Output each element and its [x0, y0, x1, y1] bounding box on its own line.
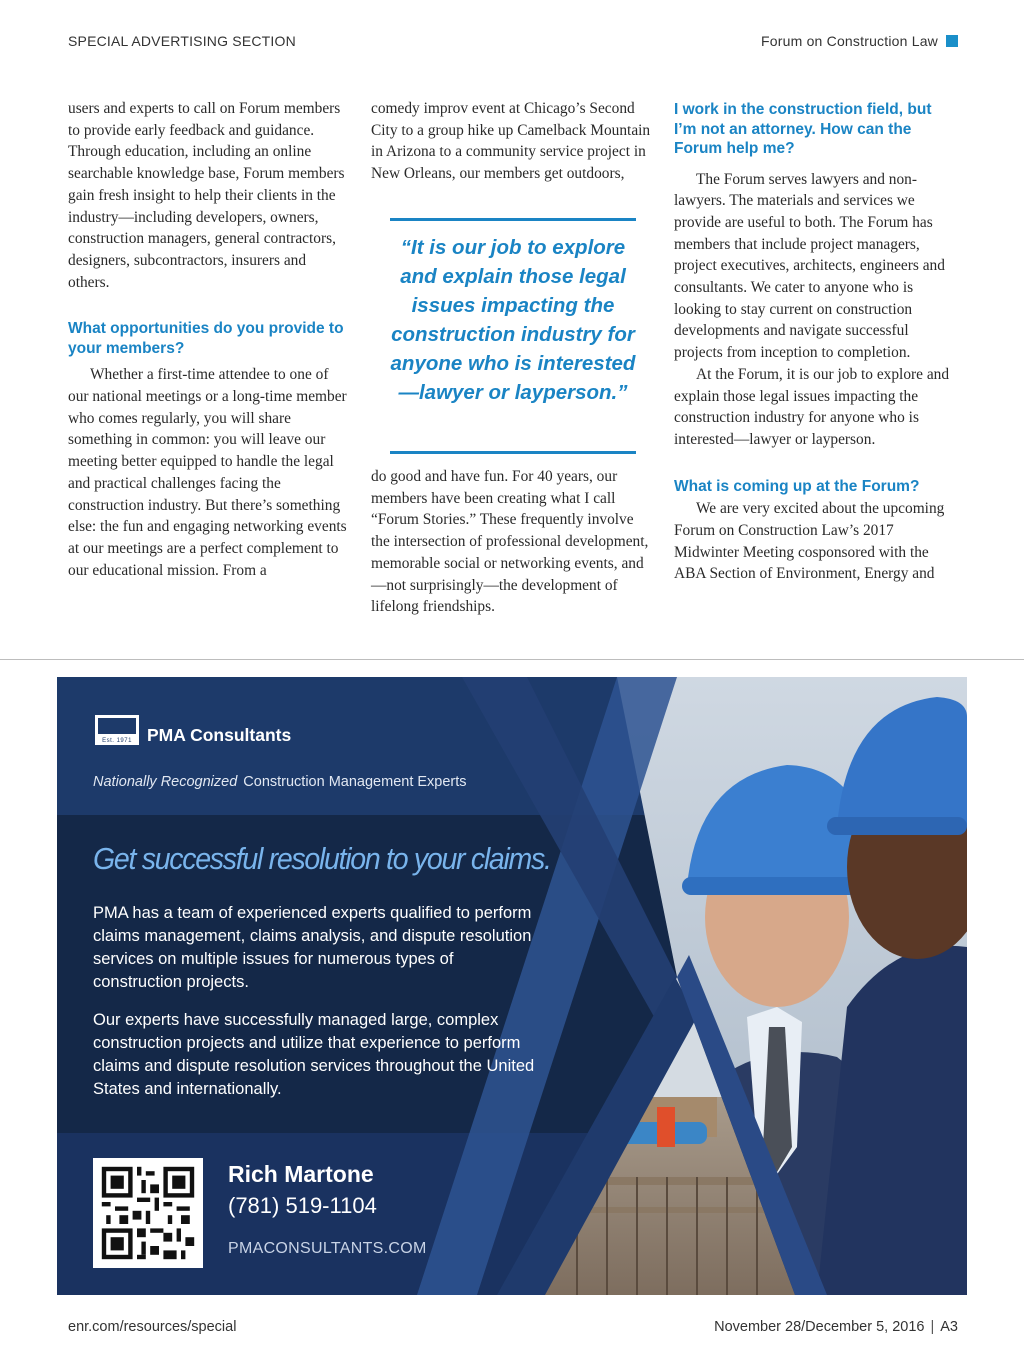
publication-label	[761, 33, 958, 49]
article-paragraph: The Forum serves lawyers and non-lawyers. The materials and services we provide are useful to both. The Forum has members that include project managers, project executives, architects, engineers and consultants. We cater to anyone who is looking to stay current on construction developments and navigate successful projects from inception to completion.	[674, 170, 945, 362]
section-divider	[0, 659, 1024, 660]
square-icon	[946, 35, 958, 47]
article-column-2	[371, 98, 651, 185]
ad-headline: Get successful resolution to your claims.	[93, 841, 551, 876]
article-paragraph: At the Forum, it is our job to explore and explain those legal issues impacting the construction industry for anyone who is interested—lawyer or layperson.	[674, 365, 950, 448]
footer-url[interactable]: enr.com/resources/special	[68, 1319, 237, 1335]
article-column-3	[674, 98, 958, 585]
article-column-2-continued	[371, 466, 653, 618]
issue-date: November 28/December 5, 2016	[714, 1319, 925, 1335]
ad-paragraph: PMA has a team of experienced experts qualified to perform claims management, claims analysis, and dispute resolution services on multiple issues for numerous types of construction projects.	[93, 904, 532, 991]
question-heading: What opportunities do you provide to your members?	[68, 320, 344, 357]
website-link[interactable]: PMACONSULTANTS.COM	[228, 1240, 427, 1257]
contact-name: Rich Martone	[228, 1161, 374, 1187]
section-label: SPECIAL ADVERTISING SECTION	[68, 33, 296, 49]
pull-quote	[390, 218, 636, 454]
tagline-emphasis: Nationally Recognized	[93, 774, 238, 790]
article-paragraph: Whether a first-time attendee to one of our national meetings or a long-time member who comes regularly, you will share something in common: you will leave our meeting better equipped to handle the legal and practical challenges facing the construction industry. But there’s something else: the fun and engaging networking events at our meetings are a perfect complement to our educational mission. From a	[68, 366, 347, 579]
article-paragraph: do good and have fun. For 40 years, our members have been creating what I call “Forum Stories.” These frequently involve the intersection of professional development, memorable social or networking events, and—not surprisingly—the development of lifelong friendships.	[371, 468, 649, 616]
article-paragraph: comedy improv event at Chicago’s Second City to a group hike up Camelback Mountain in Arizona to a community service project in New Orleans, our members get outdoors,	[371, 100, 651, 183]
logo-est: Est. 1971	[102, 738, 132, 744]
article-column-1	[68, 98, 350, 581]
article-paragraph: users and experts to call on Forum members to provide early feedback and guidance. Through education, including an online searchable knowledge base, Forum members gain fresh insight to help their clients in the industry—including developers, owners, construction managers, general contractors, designers, subcontractors, insurers and others.	[68, 100, 345, 291]
page-number: A3	[940, 1319, 958, 1335]
question-heading: I work in the construction field, but I’m not an attorney. How can the Forum help me?	[674, 101, 932, 157]
article-paragraph: We are very excited about the upcoming Forum on Construction Law’s 2017 Midwinter Meeting cosponsored with the ABA Section of Environment, Energy and	[674, 500, 945, 583]
pull-quote-text: “It is our job to explore and explain those legal issues impacting the construction industry for anyone who is interested—lawyer or layperson.”	[390, 236, 636, 404]
tagline-text: Construction Management Experts	[243, 774, 467, 790]
qr-code-icon[interactable]	[93, 1158, 203, 1268]
company-name: PMA Consultants	[147, 725, 292, 745]
publication-title: Forum on Construction Law	[761, 33, 938, 49]
footer-separator: |	[930, 1319, 935, 1335]
pma-logo	[95, 715, 139, 745]
pma-advertisement[interactable]	[57, 677, 967, 1295]
ad-tagline	[93, 774, 467, 790]
question-heading: What is coming up at the Forum?	[674, 477, 920, 495]
footer-info	[714, 1319, 958, 1335]
pma-logo-mark	[98, 718, 136, 734]
contact-phone[interactable]: (781) 519-1104	[228, 1193, 377, 1218]
ad-paragraph: Our experts have successfully managed large, complex construction projects and utilize that experience to perform claims and dispute resolution services throughout the United States and internationally.	[93, 1011, 535, 1098]
